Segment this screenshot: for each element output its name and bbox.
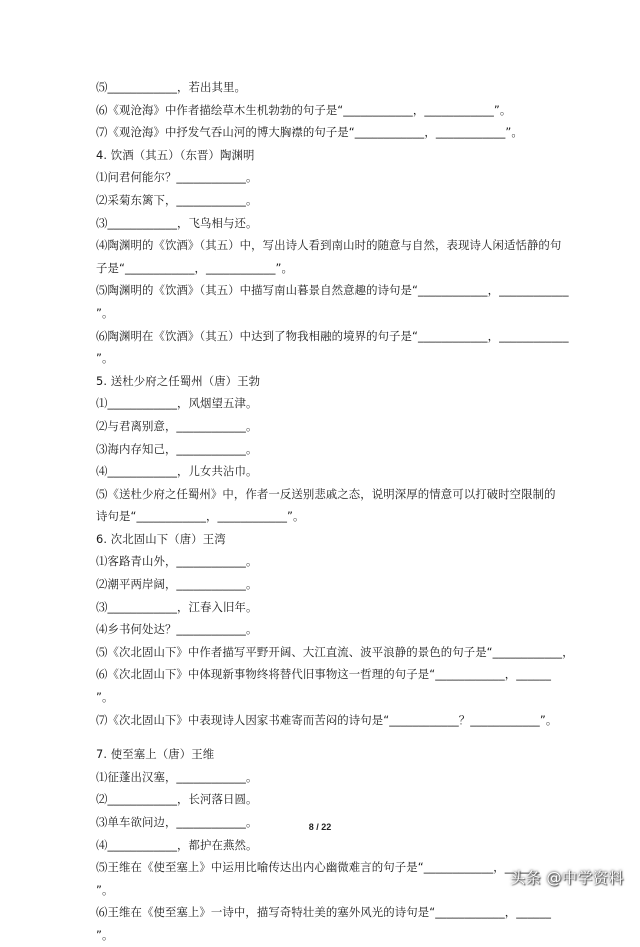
- text-line: 诗句是“____________，____________”。: [96, 509, 305, 524]
- text-line: ⑵____________，长河落日圆。: [96, 792, 258, 807]
- text-line: ⑸陶渊明的《饮酒》（其五）中描写南山暮景自然意趣的诗句是“____________，____________: [96, 283, 569, 298]
- text-line: ⑶海内存知己，____________。: [96, 441, 258, 456]
- text-line: ”。: [96, 927, 114, 942]
- text-line: ”。: [96, 351, 114, 366]
- text-line: ⑹《次北固山下》中体现新事物终将替代旧事物这一哲理的句子是“____________，______: [96, 667, 552, 682]
- text-line: ⑷____________，都护在燕然。: [96, 837, 258, 852]
- page-number: 8 / 22: [308, 822, 332, 832]
- text-line: ”。: [96, 690, 114, 705]
- text-line: ⑹《观沧海》中作者描绘草木生机勃勃的句子是“____________，____________”。: [96, 102, 512, 117]
- text-line: ”。: [96, 305, 114, 320]
- text-line: ⑶____________，飞鸟相与还。: [96, 215, 258, 230]
- text-line: ⑺《次北固山下》中表现诗人因家书难寄而苦闷的诗句是“____________？____________”。: [96, 712, 558, 727]
- text-line: ⑴____________，风烟望五津。: [96, 396, 258, 411]
- section-heading: 5. 送杜少府之任蜀州（唐）王勃: [96, 373, 261, 388]
- text-line: ”。: [96, 882, 114, 897]
- text-line: ⑹陶渊明在《饮酒》（其五）中达到了物我相融的境界的句子是“____________，____________: [96, 328, 569, 343]
- section-heading: 7. 使至塞上（唐）王维: [96, 747, 215, 762]
- text-line: ⑺《观沧海》中抒发气吞山河的博大胸襟的句子是“____________，____________”。: [96, 125, 523, 140]
- text-line: ⑴客路青山外，____________。: [96, 554, 258, 569]
- text-line: ⑸《送杜少府之任蜀州》中，作者一反送别悲戚之态，说明深厚的情意可以打破时空限制的: [96, 486, 556, 501]
- watermark: 头条 @中学资料: [510, 869, 624, 887]
- section-heading: 6. 次北固山下（唐）王湾: [96, 531, 226, 546]
- text-line: ⑴问君何能尔？____________。: [96, 170, 258, 185]
- text-line: ⑷陶渊明的《饮酒》（其五）中，写出诗人看到南山时的随意与自然，表现诗人闲适恬静的句: [96, 238, 562, 253]
- text-line: ⑵采菊东篱下，____________。: [96, 192, 258, 207]
- text-line: ⑶单车欲问边，____________。: [96, 815, 258, 829]
- text-line: ⑹王维在《使至塞上》一诗中，描写奇特壮美的塞外风光的诗句是“____________，______: [96, 905, 552, 920]
- text-line: 子是“____________，____________”。: [96, 260, 294, 275]
- text-line: ⑸《次北固山下》中作者描写平野开阔、大江直流、波平浪静的景色的句子是“____________，: [96, 644, 574, 659]
- text-line: ⑴征蓬出汉塞，____________。: [96, 769, 258, 784]
- text-line: ⑷____________，儿女共沾巾。: [96, 464, 258, 479]
- text-line: ⑸____________，若出其里。: [96, 80, 246, 94]
- text-line: ⑸王维在《使至塞上》中运用比喻传达出内心幽微难言的句子是“____________，______: [96, 860, 540, 875]
- section-heading: 4. 饮酒（其五）（东晋）陶渊明: [96, 147, 255, 162]
- text-line: ⑷乡书何处达？____________。: [96, 622, 258, 637]
- text-line: ⑶____________，江春入旧年。: [96, 599, 258, 614]
- text-line: ⑵潮平两岸阔，____________。: [96, 577, 258, 592]
- blank-line: [96, 731, 566, 743]
- text-line: ⑵与君离别意，____________。: [96, 418, 258, 433]
